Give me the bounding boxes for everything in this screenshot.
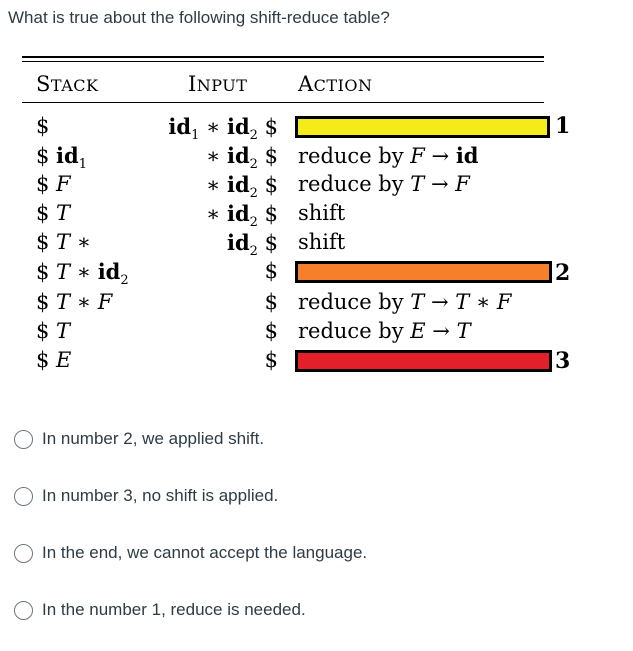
marker-2: 2: [555, 260, 571, 286]
stack-cell: $: [36, 114, 50, 138]
table-row: [22, 228, 544, 260]
stack-cell: $ T: [36, 201, 71, 225]
table-row: [22, 288, 544, 317]
highlight-box-2: [295, 261, 552, 283]
table-row: [22, 257, 544, 289]
shift-reduce-table: [22, 56, 544, 386]
input-cell: $id_1$ ∗ $id_2$ $: [168, 114, 278, 144]
stack-cell: $ T: [36, 319, 71, 343]
action-cell: shift: [298, 201, 346, 225]
radio-button[interactable]: [14, 544, 33, 563]
header-input: INPUT: [188, 72, 248, 96]
option-label: In number 2, we applied shift.: [42, 429, 265, 448]
question-text: What is true about the following shift-reduce table?: [8, 8, 390, 27]
action-cell: reduce by E → T: [298, 319, 471, 343]
table-top-rule-thin: [22, 61, 544, 62]
marker-3: 3: [555, 348, 571, 374]
stack-cell: $ F: [36, 172, 71, 196]
radio-button[interactable]: [14, 601, 33, 620]
highlight-box-3: [295, 350, 552, 372]
radio-button[interactable]: [14, 487, 33, 506]
stack-cell: $ T ∗ $id_2$: [36, 259, 129, 289]
table-header-rule: [22, 102, 544, 103]
answer-option-2[interactable]: [14, 485, 278, 507]
input-cell: ∗ $id_2$ $: [206, 201, 278, 231]
table-row: [22, 199, 544, 231]
action-cell: reduce by F → id: [298, 143, 479, 168]
input-cell: ∗ $id_2$ $: [206, 172, 278, 202]
table-row: [22, 317, 544, 346]
input-cell: $: [264, 259, 278, 283]
table-row: [22, 346, 544, 375]
highlight-box-1: [295, 116, 550, 138]
input-cell: $: [264, 319, 278, 343]
radio-button[interactable]: [14, 430, 33, 449]
input-cell: $: [264, 290, 278, 314]
option-label: In the number 1, reduce is needed.: [42, 600, 306, 619]
answer-option-1[interactable]: [14, 428, 264, 450]
stack-cell: $ $id_1$: [36, 143, 87, 173]
marker-1: 1: [555, 113, 571, 139]
action-cell: reduce by T → F: [298, 172, 470, 196]
option-label: In the end, we cannot accept the language.: [42, 543, 368, 562]
header-action: ACTION: [298, 72, 373, 96]
table-row: [22, 170, 544, 202]
stack-cell: $ E: [36, 348, 72, 372]
table-top-rule: [22, 56, 544, 58]
input-cell: ∗ $id_2$ $: [206, 143, 278, 173]
stack-cell: $ T ∗ F: [36, 290, 113, 314]
answer-option-4[interactable]: [14, 599, 306, 621]
table-row: [22, 112, 544, 144]
action-cell: shift: [298, 230, 346, 254]
table-row: [22, 141, 544, 173]
action-cell: reduce by T → T ∗ F: [298, 290, 512, 314]
input-cell: $: [264, 348, 278, 372]
stack-cell: $ T ∗: [36, 230, 92, 254]
header-stack: STACK: [36, 72, 99, 96]
input-cell: $id_2$ $: [227, 230, 278, 260]
option-label: In number 3, no shift is applied.: [42, 486, 279, 505]
answer-option-3[interactable]: [14, 542, 367, 564]
